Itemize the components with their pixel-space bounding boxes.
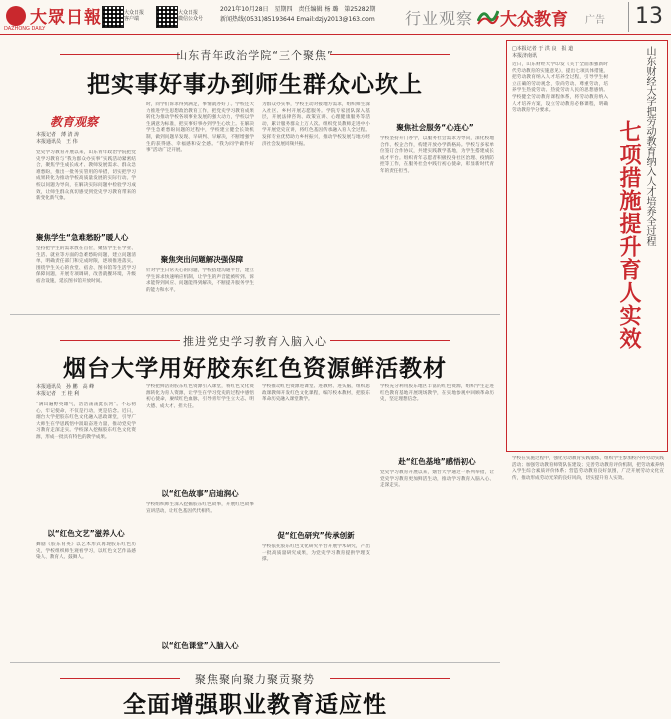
article1-subhead-3: 聚焦社会服务“心连心” [396,123,474,132]
qr-code-icon [156,6,178,28]
article2-subhead-5: 赴“红色基地”感悟初心 [398,457,476,466]
article2-col4: 学校充分利用胶东地区丰富的红色资源，组织学生走进红色教育基地开展现场教学，在实地参观中回顾革命历史，坚定理想信念。 [380,384,494,403]
article1-kicker: 山东青年政治学院“三个聚焦” [176,49,334,62]
article2-subhead-4: 促“红色研究”传承创新 [277,531,355,540]
page-number: 13 [628,2,669,32]
section-name: 行业观察 [405,9,474,28]
ad-tag: 广告 [585,15,605,26]
channel-wave-icon [477,7,499,25]
article2-col1b: 舞剧《胶东育英》以艺术形式再现胶东红色历史，学校组织师生观看学习，以红色文艺作品感染人、教育人、鼓舞人。 [36,542,136,561]
article2-subhead-2: 以“红色故事”启迪润心 [161,489,239,498]
article2-subhead-3: 以“红色课堂”入脑入心 [161,641,239,650]
article1-col3: 为群众办实事，学校主动对接地方需求，组织师生深入社区、乡村开展志愿服务。学院专家团队深入基层，开展法律咨询、政策宣讲、心理健康服务等活动，累计服务群众上万人次。组织党员教师走进中小学开展党史宣讲，将红色基因传承融入育人全过程。发挥专业优势助力乡村振兴，推动学校发展与地方经济社会发展同频共振。 [262,102,370,147]
article1-col2b: 针对学生日常关心的问题，学校搭建沟通平台，建立学生诉求快速响应机制，让学生的声音能被听到、诉求能得到回应、问题能得到解决，不断提升服务学生的能力和水平。 [146,268,254,293]
article3-kicker: 聚焦聚向聚力聚贡聚势 [195,673,315,686]
article2-col2b: 学校组织师生深入挖掘胶东红色故事，开展红色故事宣讲活动，让红色基因代代相传。 [146,502,254,514]
article2-col4b: 党史学习教育开展以来，烟台大学通过一系列举措，让党史学习教育更加鲜活生动，推动学习教育入脑入心、走深走实。 [380,470,494,489]
brand-name: 大眾日報 [30,8,102,28]
badge-label: 教育观察 [50,115,99,129]
article2-col3: 学校推动红色资源进课堂、进教材、进头脑，组织思政课教师开发红色文化课程，编写校本教材，把胶东革命历史融入课堂教学。 [262,384,370,403]
brand-english: DAZHONG DAILY [4,26,46,32]
article1-col1: 党史学习教育开展以来，山东青年政治学院把党史学习教育与“我为群众办实事”实践活动紧密结合，聚焦学生成长成才、教师发展需求、群众急难愁盼，推出一批务实管用的举措，切实把学习成果转化为推动学校高质量发展的实际行动。学校以问题为导向，在解决实际问题中检验学习成效，让师生群众真切感受到党史学习教育带来的新变化新气象。 [36,150,136,202]
article2-col1: “满山遍野英雄气，浩浩荡荡此长河”。不忘初心，牢记使命，不仅是行动，更是信念。近日，烟台大学把胶东红色文化融入思政课堂，引导广大师生在学思践悟中汲取奋进力量，推动党史学习教育走深走实。学校深入挖掘胶东红色文化资源，形成一批具有特色的教学成果。 [36,402,136,440]
feature-body-2: 学校在实施过程中，强化劳动教育实践锻炼，组织学生参加校内外劳动实践活动；加强劳动教育师资队伍建设；完善劳动教育评价机制，把劳动素养纳入学生综合素质评价体系；营造劳动教育良好氛围，广泛开展劳动文化宣传，推动形成劳动光荣的良好风尚，切实提升育人实效。 [512,456,664,481]
article1-byline: 本报记者 薄 清 涛 本报通讯员 王 伟 [36,132,80,145]
article2-col2: 学校把鲜活的胶东红色资源引入课堂，将红色文化资源转化为育人资源，让学生在学习党史的过程中感悟初心使命，赓续红色血脉，引导青年学生立大志、明大德、成大才、担大任。 [146,384,254,409]
newspaper-logo-icon [6,6,26,26]
article3-headline: 全面增强职业教育适应性 [123,692,387,718]
article2-byline: 本报通讯员 孙 鹏 高 峰 本报记者 王 桂 利 [36,384,95,397]
edu-watch-badge [50,111,138,127]
article2-headline: 烟台大学用好胶东红色资源鲜活教材 [63,356,447,382]
article2-kicker: 推进党史学习教育入脑入心 [183,335,327,348]
article2-col3b: 学校依托胶东红色文化研究平台开展学术研究，产出一批高质量研究成果，为党史学习教育提供学理支撑。 [262,544,370,563]
article1-subhead-2: 聚焦突出问题解决强保障 [160,255,244,264]
article1-col1b: 坚持把学生的需求放在首位，聚焦学生在学业、生活、就业等方面的急难愁盼问题，建立问题清单，明确责任部门和完成时限，逐项推进落实。围绕学生关心的食堂、宿舍、图书馆等生活学习保障问题，开展专项调研，改善就餐环境，升级宿舍设施，延长图书馆开放时间。 [36,246,136,284]
feature-byline: □本报记者 于 洪 良 报 道 本报济南讯 [512,46,574,59]
feature-title: 七项措施提升育人实效 [616,120,641,350]
feature-kicker: 山东财经大学把劳动教育纳入人才培养全过程 [644,46,655,246]
article1-headline: 把实事好事办到师生群众心坎上 [87,72,423,98]
app-label-client: 大众日报 客户端 [124,10,145,22]
article1-subhead-1: 聚焦学生“急难愁盼”暖人心 [36,233,129,242]
masthead [0,0,671,35]
divider [10,662,500,663]
article2-subhead-1: 以“红色文艺”滋养人心 [47,529,125,538]
feature-body-1: 近日，山东财经大学印发《关于全面加强新时代劳动教育的实施意见》，提出七项具体措施，把劳动教育纳入人才培养全过程，引导学生树立正确的劳动观念，崇尚劳动、尊重劳动，培养学生热爱劳动、热爱劳动人民的思想感情。学校健全劳动教育课程体系，将劳动教育纳入人才培养方案，设立劳动教育必修课程，明确劳动教育学分要求。 [512,62,608,114]
dateline: 2021年10月28日 星期四 责任编辑 杨 璐 第25282期 [220,6,376,13]
channel-name: 大众教育 [500,10,568,30]
article1-col4: 学校坚持开门办学，以服务社会需求为导向，深化校地合作、校企合作，构建开放办学新格局。学校与多家单位签订合作协议，共建实践教学基地，为学生搭建成长成才平台。组织青年志愿者积极投身社区治理、疫情防控等工作，在服务社会中践行初心使命，彰显新时代青年的责任担当。 [380,136,494,174]
app-label-wechat: 大众日报 微信公众号 [178,10,204,22]
article1-col2: 时，同学们诉求得到满足，事情就办好了。学校还大力推进学生思想政治教育工作，把党史学习教育成果转化为推动学校各项事业发展的强大动力，学校以学生满意为标准，把实事好事办到学生心坎上。在解决学生急难愁盼问题的过程中，学校建立健全长效机制，做到问题早发现、早研判、早解决，不断增强学生的获得感、幸福感和安全感。“我为同学做件好事”活动广泛开展。 [146,102,254,154]
divider [10,314,500,315]
qr-code-icon [102,6,124,28]
hotline: 新闻热线(0531)85193644 Email:dzjy2013@163.com [220,16,375,23]
